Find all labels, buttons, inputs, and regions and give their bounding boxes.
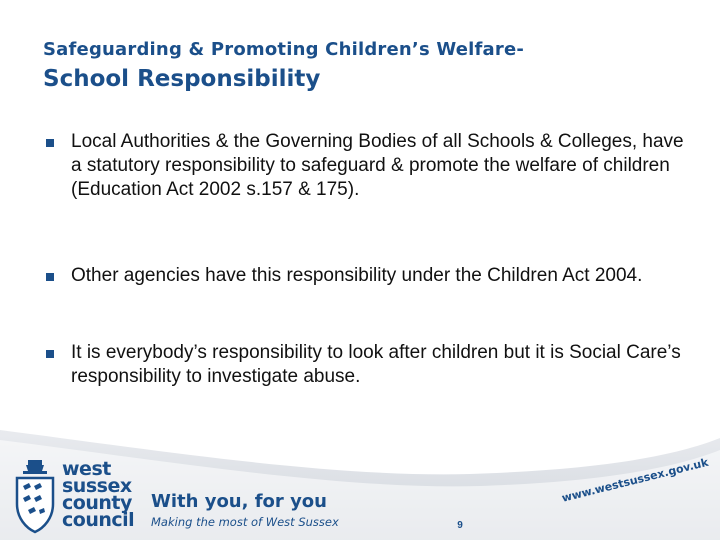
council-crest-logo xyxy=(14,458,56,534)
page-number: 9 xyxy=(457,520,463,531)
tagline: With you, for you xyxy=(151,491,327,512)
title-line-1: Safeguarding & Promoting Children’s Welfare- xyxy=(43,39,525,60)
council-line: sussex xyxy=(62,475,132,497)
square-bullet-icon xyxy=(46,139,54,147)
website-url: www.westsussex.gov.uk xyxy=(560,455,710,505)
bullet-text: Local Authorities & the Governing Bodies of all Schools & Colleges, have a statutory responsibility to safeguard & promote the welfare of children (Education Act 2002 s.157 & 175). xyxy=(71,131,684,200)
council-line: west xyxy=(62,458,111,480)
title-line-2: School Responsibility xyxy=(43,66,321,92)
council-logo-text xyxy=(62,458,144,531)
square-bullet-icon xyxy=(46,350,54,358)
square-bullet-icon xyxy=(46,273,54,281)
council-line: county xyxy=(62,492,132,514)
council-line: council xyxy=(62,509,135,531)
subtagline: Making the most of West Sussex xyxy=(151,515,339,529)
slide-title xyxy=(43,38,703,94)
bullet-text: Other agencies have this responsibility under the Children Act 2004. xyxy=(71,265,643,286)
bullet-text: It is everybody’s responsibility to look after children but it is Social Care’s responsibility to investigate abuse. xyxy=(71,342,681,387)
